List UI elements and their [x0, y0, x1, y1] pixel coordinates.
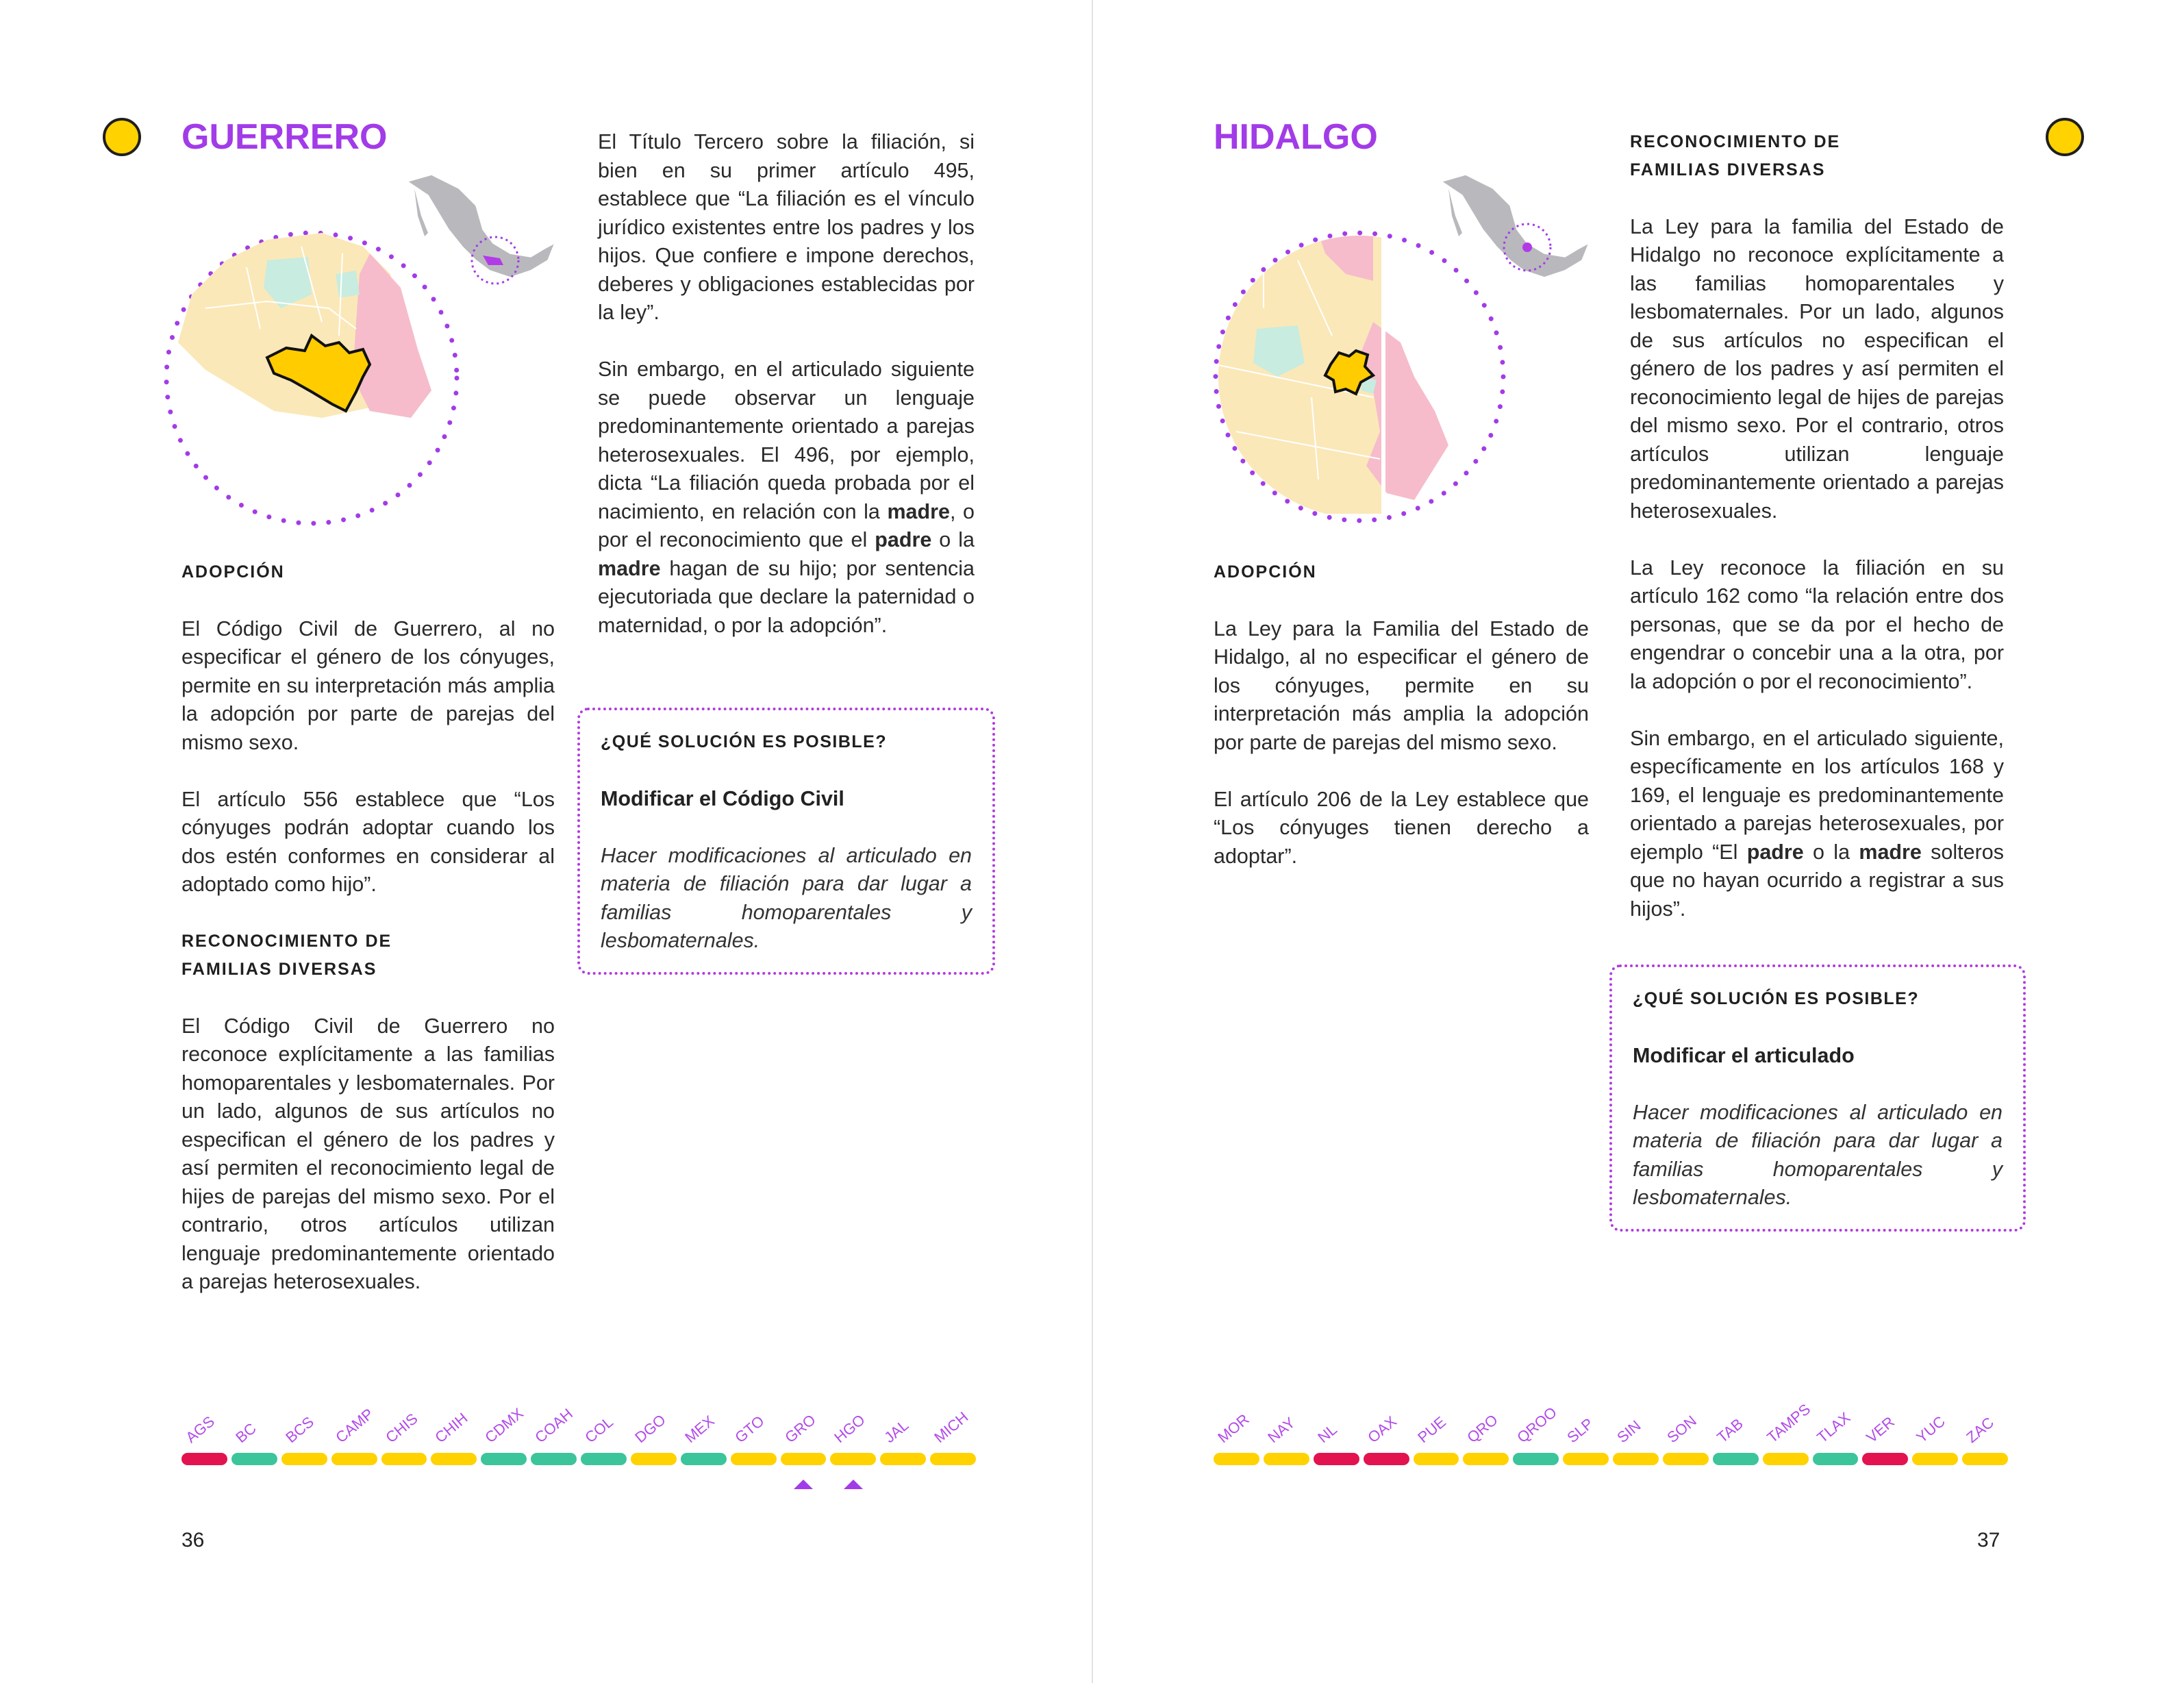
timeline-segment-ver [1862, 1453, 1908, 1465]
article-paragraph: El artículo 556 establece que “Los cónyuges podrán adoptar cuando los dos estén conformes en considerar al adoptado como hijo”. [181, 787, 555, 896]
mexico-mini-map [407, 175, 555, 284]
reconocimiento-paragraph: La Ley para la familia del Estado de Hidalgo no reconoce explícitamente a las familias homoparentales y lesbomaternales. Por un lado, algunos de sus artículos no especifican el género de los padres y así permiten el reconocimiento legal de hijes de parejas del mismo sexo. Por el contrario, otros artículos utilizan lenguaje predominantemente orientado a parejas heterosexuales. [1630, 214, 2004, 523]
left-column-1 [181, 558, 555, 1297]
timeline-segment-gro [781, 1453, 827, 1465]
timeline-label-col: COL [581, 1412, 617, 1447]
filiacion-paragraph: La Ley reconoce la filiación en su artículo 162 como “la relación entre dos personas, que se da por el hecho de engendrar o concebir una a la otra, por la adopción o por el reconocimiento”. [1630, 556, 2004, 693]
timeline-segment-qroo [1513, 1453, 1559, 1465]
state-timeline-right [1214, 1400, 2008, 1486]
timeline-segment-nl [1314, 1453, 1359, 1465]
solution-text: Hacer modificaciones al articulado en materia de filiación para dar lugar a familias homoparentales y lesbomaternales. [1633, 1100, 2003, 1209]
timeline-label-hgo: HGO [831, 1410, 869, 1447]
timeline-label-jal: JAL [881, 1416, 912, 1447]
timeline-marker-icon [794, 1480, 813, 1489]
timeline-segment-jal [880, 1453, 926, 1465]
timeline-segment-mor [1214, 1453, 1259, 1465]
timeline-label-coah: COAH [531, 1405, 577, 1447]
articulado-paragraph: Sin embargo, en el articulado siguiente, específicamente en los artículos 168 y 169, el lenguaje es predominantemente orientado a parejas heterosexuales, por ejemplo “El padre o la madre solteros que no hayan ocurrido a registrar a sus hijos”. [1630, 726, 2004, 921]
timeline-label-mor: MOR [1214, 1410, 1253, 1447]
articulado-paragraph: Sin embargo, en el articulado siguiente se puede observar un lenguaje predominantemente orientado a parejas heterosexuales. El 496, por ejemplo, dicta “La filiación queda probada por el nacimiento, en relación con la madre, o por el reconocimiento que el padre o la madre hagan de su hijo; por sentencia ejecutoriada que declare la paternidad o maternidad, o por la adopción”. [598, 358, 975, 637]
timeline-label-pue: PUE [1414, 1412, 1449, 1447]
timeline-segment-gto [731, 1453, 777, 1465]
timeline-segment-tamps [1763, 1453, 1809, 1465]
left-column-2 [598, 128, 975, 669]
timeline-segment-son [1663, 1453, 1709, 1465]
timeline-segment-coah [531, 1453, 577, 1465]
timeline-marker-icon [844, 1480, 863, 1489]
timeline-segment-mex [681, 1453, 727, 1465]
timeline-segment-mich [930, 1453, 976, 1465]
timeline-label-chis: CHIS [381, 1410, 421, 1447]
timeline-segment-tab [1713, 1453, 1759, 1465]
solution-title: Modificar el articulado [1633, 1043, 1855, 1067]
timeline-label-nay: NAY [1264, 1414, 1298, 1447]
timeline-label-camp: CAMP [331, 1405, 377, 1447]
state-timeline-left [181, 1404, 976, 1486]
timeline-segment-ags [181, 1453, 227, 1465]
right-column-1 [1214, 558, 1589, 899]
timeline-label-cdmx: CDMX [481, 1404, 527, 1447]
timeline-label-chih: CHIH [431, 1409, 471, 1447]
timeline-segment-chis [381, 1453, 427, 1465]
article-paragraph: El artículo 206 de la Ley establece que “Los cónyuges tienen derecho a adoptar”. [1214, 787, 1589, 868]
timeline-label-son: SON [1664, 1412, 1700, 1447]
adopcion-heading: ADOPCIÓN [1214, 562, 1317, 582]
timeline-label-mich: MICH [931, 1408, 972, 1447]
filiacion-paragraph: El Título Tercero sobre la filiación, si bien en su primer artículo 495, establece que “La filiación es el vínculo jurídico existentes entre los padres y los hijos. Que confiere e impone derechos, deberes y obligaciones establecidas por la ley”. [598, 130, 975, 324]
reconocimiento-paragraph: El Código Civil de Guerrero no reconoce explícitamente a las familias homoparentales y lesbomaternales. Por un lado, algunos de sus artículos no especifican el género de los padres y así permiten el reconocimiento legal de hijes de parejas del mismo sexo. Por el contrario, otros artículos utilizan lenguaje predominantemente orientado a parejas heterosexuales. [181, 1014, 555, 1293]
solution-question: ¿QUÉ SOLUCIÓN ES POSIBLE? [1633, 989, 1920, 1008]
timeline-segment-chih [431, 1453, 477, 1465]
timeline-label-qro: QRO [1464, 1410, 1502, 1447]
hidalgo-map-illustration [1209, 171, 1606, 534]
timeline-label-sin: SIN [1614, 1417, 1644, 1447]
timeline-segment-qro [1463, 1453, 1509, 1465]
timeline-label-bcs: BCS [282, 1412, 317, 1447]
page-number: 37 [1977, 1529, 2000, 1551]
timeline-segment-pue [1414, 1453, 1459, 1465]
solution-box [1609, 964, 2026, 1232]
timeline-segment-camp [331, 1453, 377, 1465]
section-dot-icon [2046, 118, 2084, 156]
timeline-label-tamps: TAMPS [1763, 1400, 1813, 1447]
timeline-label-oax: OAX [1364, 1412, 1400, 1447]
solution-box [577, 708, 995, 975]
reconocimiento-heading: RECONOCIMIENTO DE FAMILIAS DIVERSAS [1630, 132, 1841, 179]
timeline-label-mex: MEX [681, 1412, 718, 1447]
timeline-segment-dgo [631, 1453, 677, 1465]
timeline-segment-yuc [1912, 1453, 1958, 1465]
timeline-segment-zac [1962, 1453, 2008, 1465]
solution-title: Modificar el Código Civil [601, 786, 844, 810]
mexico-mini-map [1442, 175, 1589, 277]
adopcion-paragraph: La Ley para la Familia del Estado de Hidalgo, al no especificar el género de los cónyuges, permite en su interpretación más amplia la adopción por parte de parejas del mismo sexo. [1214, 616, 1589, 754]
timeline-segment-bc [231, 1453, 277, 1465]
timeline-label-dgo: DGO [631, 1410, 669, 1447]
page-number: 36 [181, 1529, 205, 1551]
section-dot-icon [103, 118, 141, 156]
timeline-segment-sin [1613, 1453, 1659, 1465]
page-spine [1092, 0, 1093, 1683]
timeline-label-nl: NL [1314, 1421, 1340, 1447]
guerrero-map-illustration [164, 171, 562, 534]
page-title: GUERRERO [181, 117, 388, 157]
timeline-label-yuc: YUC [1913, 1412, 1949, 1447]
timeline-label-qroo: QROO [1514, 1403, 1561, 1447]
timeline-segment-cdmx [481, 1453, 527, 1465]
timeline-label-tlax: TLAX [1813, 1408, 1854, 1447]
reconocimiento-heading: RECONOCIMIENTO DE FAMILIAS DIVERSAS [181, 932, 392, 979]
timeline-segment-hgo [830, 1453, 876, 1465]
timeline-segment-slp [1563, 1453, 1609, 1465]
timeline-label-bc: BC [232, 1419, 260, 1447]
timeline-label-gro: GRO [781, 1410, 819, 1447]
timeline-segment-tlax [1813, 1453, 1859, 1465]
timeline-label-tab: TAB [1714, 1414, 1746, 1447]
solution-text: Hacer modificaciones al articulado en materia de filiación para dar lugar a familias homoparentales y lesbomaternales. [601, 843, 972, 952]
timeline-label-ags: AGS [182, 1412, 218, 1447]
right-column-2 [1630, 128, 2004, 952]
timeline-label-ver: VER [1863, 1412, 1898, 1447]
timeline-label-gto: GTO [731, 1412, 768, 1447]
adopcion-paragraph: El Código Civil de Guerrero, al no especificar el género de los cónyuges, permite en su interpretación más amplia la adopción por parte de parejas del mismo sexo. [181, 616, 555, 754]
timeline-label-slp: SLP [1564, 1414, 1597, 1447]
solution-question: ¿QUÉ SOLUCIÓN ES POSIBLE? [601, 732, 888, 751]
timeline-segment-bcs [281, 1453, 327, 1465]
page-title: HIDALGO [1214, 117, 1378, 157]
timeline-segment-nay [1264, 1453, 1309, 1465]
adopcion-heading: ADOPCIÓN [181, 562, 285, 582]
timeline-label-zac: ZAC [1963, 1413, 1998, 1447]
timeline-segment-col [581, 1453, 627, 1465]
timeline-segment-oax [1364, 1453, 1409, 1465]
